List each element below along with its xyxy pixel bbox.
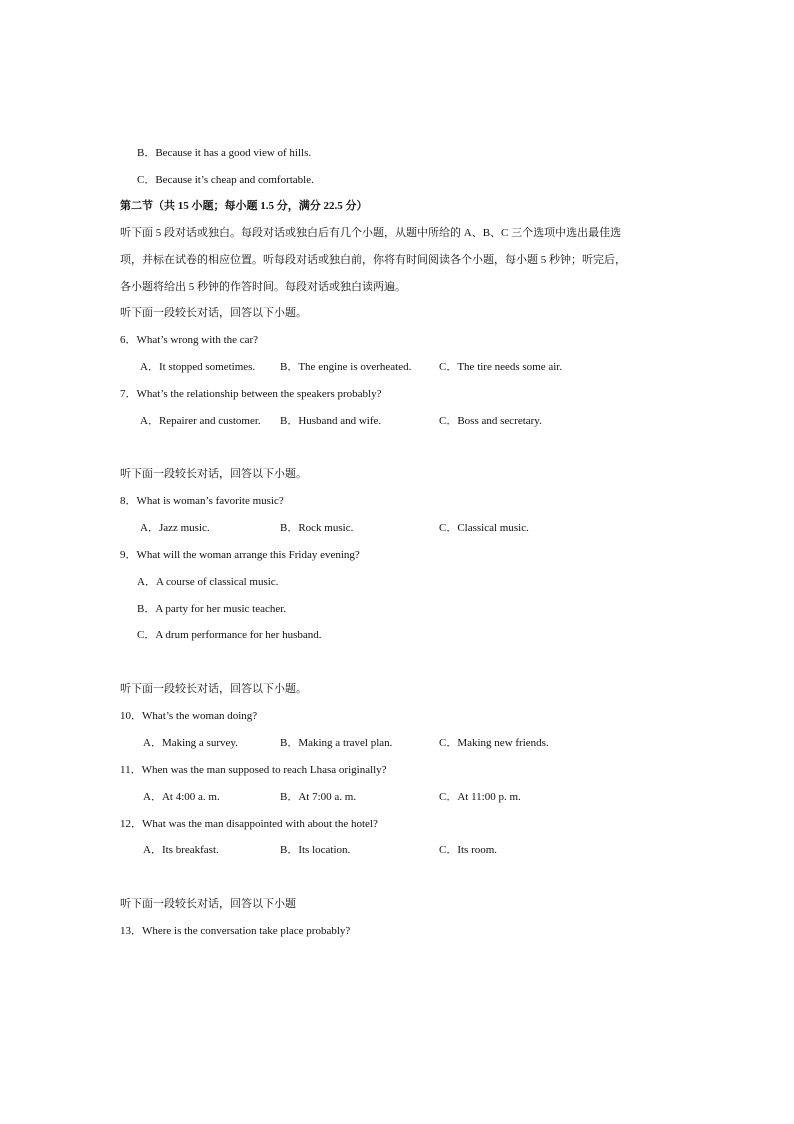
question-stem: 12．What was the man disappointed with about the hotel?	[120, 818, 378, 830]
answer-option-a: A．Making a survey.	[143, 737, 238, 749]
answer-option-a: A．Its breakfast.	[143, 844, 219, 856]
answer-option-c: C．The tire needs some air.	[439, 361, 563, 373]
question-stem: 8．What is woman’s favorite music?	[120, 495, 284, 507]
answer-option-c: C．Making new friends.	[439, 737, 549, 749]
answer-option-b: B．Rock music.	[280, 522, 354, 534]
answer-option-a: A．Repairer and customer.	[140, 415, 261, 427]
answer-option-b: B．Its location.	[280, 844, 351, 856]
instruction-line-1: 听下面 5 段对话或独白。每段对话或独白后有几个小题，从题中所给的 A、B、C 三个选项中选出最佳选	[120, 227, 622, 239]
answer-option-a: A．It stopped sometimes.	[140, 361, 256, 373]
option-b: B．Because it has a good view of hills.	[137, 147, 312, 159]
answer-option-c: C．Classical music.	[439, 522, 529, 534]
option-c: C．Because it’s cheap and comfortable.	[137, 174, 314, 186]
section-title: 第二节（共 15 小题；每小题 1.5 分，满分 22.5 分）	[120, 200, 368, 212]
question-stem: 10．What’s the woman doing?	[120, 710, 258, 722]
answer-option-b: B．At 7:00 a. m.	[280, 791, 357, 803]
group-intro: 听下面一段较长对话，回答以下小题	[120, 898, 296, 910]
group-intro: 听下面一段较长对话，回答以下小题。	[120, 307, 307, 319]
answer-option-c: C．Its room.	[439, 844, 498, 856]
answer-option-a: A．A course of classical music.	[137, 576, 279, 588]
question-stem: 9．What will the woman arrange this Friday evening?	[120, 549, 360, 561]
question-stem: 6．What’s wrong with the car?	[120, 334, 259, 346]
group-intro: 听下面一段较长对话，回答以下小题。	[120, 683, 307, 695]
answer-option-b: B．The engine is overheated.	[280, 361, 412, 373]
answer-option-c: C．At 11:00 p. m.	[439, 791, 521, 803]
group-intro: 听下面一段较长对话，回答以下小题。	[120, 468, 307, 480]
answer-option-a: A．Jazz music.	[140, 522, 210, 534]
question-stem: 13．Where is the conversation take place probably?	[120, 925, 351, 937]
answer-option-c: C．A drum performance for her husband.	[137, 629, 322, 641]
answer-option-c: C．Boss and secretary.	[439, 415, 542, 427]
answer-option-a: A．At 4:00 a. m.	[143, 791, 220, 803]
instruction-line-2: 项，并标在试卷的相应位置。听每段对话或独白前，你将有时间阅读各个小题，每小题 5 秒钟；听完后，	[120, 254, 626, 266]
instruction-line-3: 各小题将给出 5 秒钟的作答时间。每段对话或独白读两遍。	[120, 281, 406, 293]
answer-option-b: B．Making a travel plan.	[280, 737, 393, 749]
question-stem: 11．When was the man supposed to reach Lhasa originally?	[120, 764, 387, 776]
question-stem: 7．What’s the relationship between the speakers probably?	[120, 388, 382, 400]
answer-option-b: B．Husband and wife.	[280, 415, 382, 427]
answer-option-b: B．A party for her music teacher.	[137, 603, 287, 615]
